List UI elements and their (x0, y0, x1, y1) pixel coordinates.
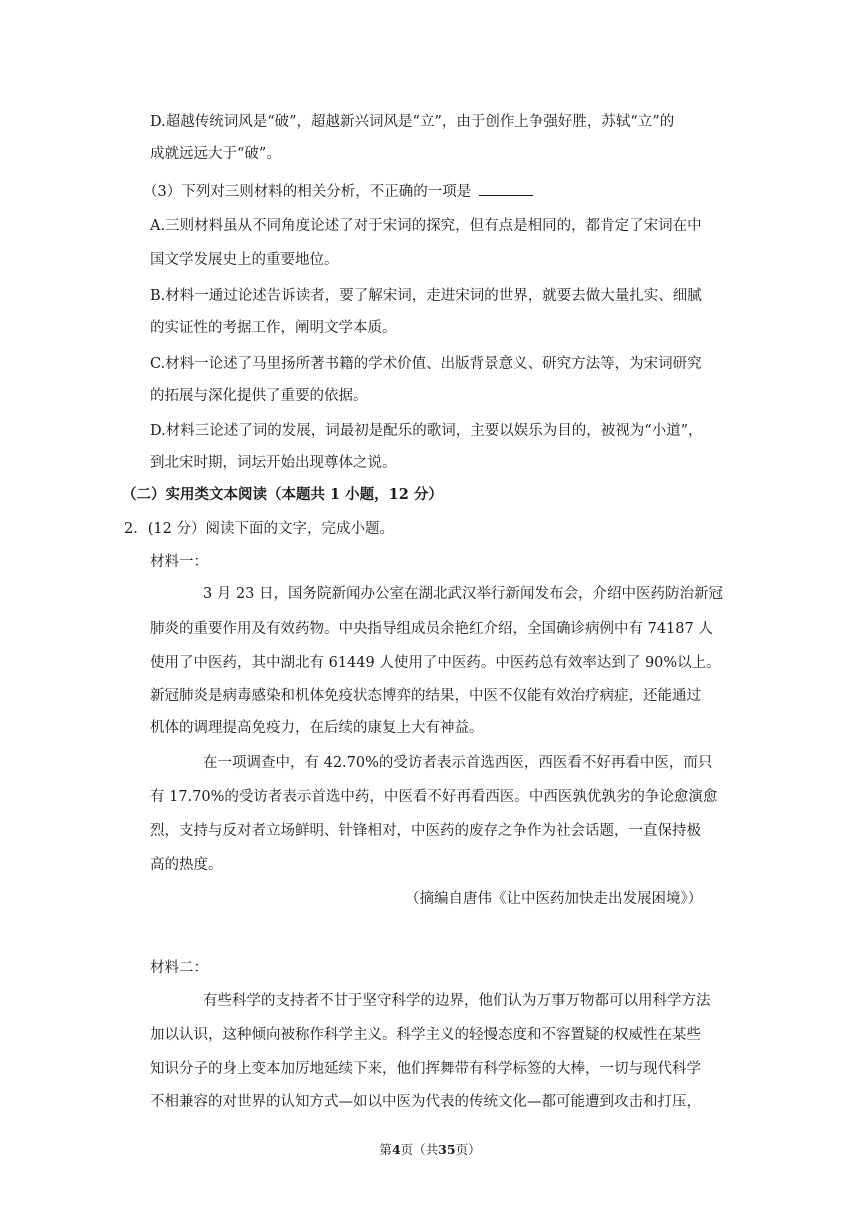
q2-stem: 2．(12 分）阅读下面的文字，完成小题。 (124, 521, 394, 537)
material2-label: 材料二： (150, 960, 208, 976)
q3-option-d-line2: 到北宋时期，词坛开始出现尊体之说。 (150, 455, 397, 471)
footer-suffix: 页） (455, 1142, 481, 1157)
q3-option-d-line1: D.材料三论述了词的发展，词最初是配乐的歌词，主要以娱乐为目的，被视为“小道”， (150, 423, 703, 439)
q1-option-d-line2: 成就远远大于“破”。 (150, 146, 281, 162)
material2-paragraph: 不相兼容的对世界的认知方式—如以中医为代表的传统文化—都可能遭到攻击和打压， (150, 1094, 701, 1110)
page-total: 35 (438, 1142, 456, 1157)
footer-middle: 页（共 (400, 1142, 439, 1157)
material1-paragraph: 烈，支持与反对者立场鲜明、针锋相对，中医药的废存之争作为社会话题，一直保持极 (150, 823, 701, 839)
material1-paragraph: 使用了中医药，其中湖北有 61449 人使用了中医药。中医药总有效率达到了 90%以上。 (150, 655, 721, 671)
material2-paragraph: 有些科学的支持者不甘于坚守科学的边界，他们认为万事万物都可以用科学方法 (203, 993, 711, 1009)
q3-option-b-line1: B.材料一通过论述告诉读者，要了解宋词，走进宋词的世界，就要去做大量扎实、细腻 (150, 288, 702, 304)
q1-option-d-line1: D.超越传统词风是“破”，超越新兴词风是“立”，由于创作上争强好胜，苏轼“立”的 (150, 114, 675, 130)
q3-option-c-line2: 的拓展与深化提供了重要的依据。 (150, 388, 368, 404)
footer-prefix: 第 (379, 1142, 392, 1157)
q3-option-a-line1: A.三则材料虽从不同角度论述了对于宋词的探究，但有点是相同的，都肯定了宋词在中 (150, 218, 702, 234)
material1-paragraph: 机体的调理提高免疫力，在后续的康复上大有神益。 (150, 720, 484, 736)
section-heading: （二）实用类文本阅读（本题共 1 小题，12 分） (122, 486, 443, 503)
material1-paragraph: 有 17.70%的受访者表示首选中药，中医看不好再看西医。中西医孰优孰劣的争论愈演愈 (150, 789, 718, 805)
material1-label: 材料一： (150, 554, 208, 570)
q3-option-b-line2: 的实证性的考据工作，阐明文学本质。 (150, 320, 397, 336)
material2-paragraph: 加以认识，这种倾向被称作科学主义。科学主义的轻慢态度和不容置疑的权威性在某些 (150, 1027, 701, 1043)
q3-option-c-line1: C.材料一论述了马里扬所著书籍的学术价值、出版背景意义、研究方法等，为宋词研究 (150, 356, 702, 372)
q3-stem (143, 181, 533, 202)
material1-paragraph: 3 月 23 日，国务院新闻办公室在湖北武汉举行新闻发布会，介绍中医药防治新冠 (203, 586, 724, 602)
material1-paragraph: 高的热度。 (150, 857, 223, 873)
q3-stem-text: （3）下列对三则材料的相关分析，不正确的一项是 (143, 184, 472, 200)
material1-source: （摘编自唐伟《让中医药加快走出发展困境》） (405, 891, 703, 907)
material1-paragraph: 在一项调查中，有 42.70%的受访者表示首选西医，西医看不好再看中医，而只 (203, 755, 713, 771)
material1-paragraph: 肺炎的重要作用及有效药物。中央指导组成员余艳红介绍，全国确诊病例中有 74187 人 (150, 621, 713, 637)
material2-paragraph: 知识分子的身上变本加厉地延续下来，他们挥舞带有科学标签的大棒，一切与现代科学 (150, 1061, 701, 1077)
material1-paragraph: 新冠肺炎是病毒感染和机体免疫状态博弈的结果，中医不仅能有效治疗病症，还能通过 (150, 688, 701, 704)
answer-blank (479, 181, 533, 196)
page-number: 4 (391, 1142, 401, 1157)
q3-option-a-line2: 国文学发展史上的重要地位。 (150, 252, 339, 268)
page-footer (0, 1140, 860, 1158)
